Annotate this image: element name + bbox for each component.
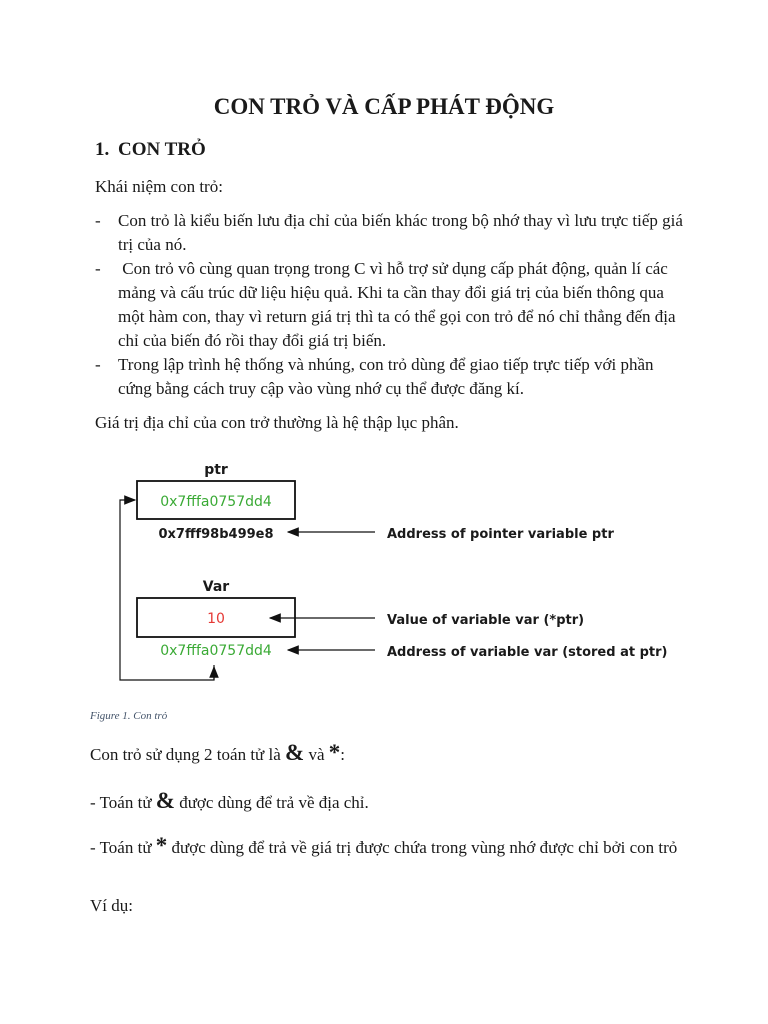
ampersand-description bbox=[90, 788, 369, 814]
ampersand-symbol: & bbox=[155, 788, 175, 813]
var-address-note: Address of variable var (stored at ptr) bbox=[387, 645, 668, 660]
op2-prefix: - Toán tử bbox=[90, 838, 156, 857]
asterisk-symbol: * bbox=[328, 740, 341, 765]
ampersand-symbol: & bbox=[285, 740, 305, 765]
operators-suffix: : bbox=[340, 745, 345, 764]
hex-note: Giá trị địa chỉ của con trở thường là hệ thập lục phân. bbox=[95, 413, 459, 432]
op1-text: được dùng để trả về địa chỉ. bbox=[174, 793, 369, 812]
example-label: Ví dụ: bbox=[90, 896, 133, 915]
list-item: - Con trỏ là kiểu biến lưu địa chỉ của biến khác trong bộ nhớ thay vì lưu trực tiếp giá trị của nó. bbox=[95, 211, 683, 254]
bullet-text: Con trỏ là kiểu biến lưu địa chỉ của biến khác trong bộ nhớ thay vì lưu trực tiếp giá trị của nó. bbox=[118, 211, 683, 254]
op1-prefix: - Toán tử bbox=[90, 793, 156, 812]
asterisk-symbol: * bbox=[155, 833, 168, 858]
page-title: CON TRỎ VÀ CẤP PHÁT ĐỘNG bbox=[213, 94, 555, 119]
section-label: CON TRỎ bbox=[118, 139, 206, 160]
figure-caption: Figure 1. Con trỏ bbox=[90, 710, 168, 722]
section-heading bbox=[95, 139, 206, 161]
operators-and: và bbox=[304, 745, 329, 764]
ptr-address-note: Address of pointer variable ptr bbox=[387, 527, 614, 542]
var-value: 10 bbox=[207, 611, 225, 627]
asterisk-description bbox=[90, 833, 690, 860]
bullet-text: Con trỏ vô cùng quan trọng trong C vì hỗ trợ sử dụng cấp phát động, quản lí các mảng và cấu trúc dữ liệu hiệu quả. Khi ta cần thay đổi giá trị của biến thông qua một hàm con, thay vì return giá trị thì ta có thể gọi con trỏ để nó chỉ thẳng đến địa chỉ của biến đó rồi thay đổi giá trị biến. bbox=[118, 259, 680, 350]
operators-prefix: Con trỏ sử dụng 2 toán tử là bbox=[90, 745, 286, 764]
operators-intro bbox=[90, 740, 345, 766]
list-item: - Trong lập trình hệ thống và nhúng, con trỏ dùng để giao tiếp trực tiếp với phần cứng bằng cách truy cập vào vùng nhớ cụ thể được đăng kí. bbox=[95, 355, 654, 398]
var-value-note: Value of variable var (*ptr) bbox=[387, 613, 585, 628]
ptr-address: 0x7fff98b499e8 bbox=[158, 527, 274, 542]
bullet-text: Trong lập trình hệ thống và nhúng, con trỏ dùng để giao tiếp trực tiếp với phần cứng bằng cách truy cập vào vùng nhớ cụ thể được đăng kí. bbox=[118, 355, 654, 398]
op2-text: được dùng để trả về giá trị được chứa trong vùng nhớ được chỉ bởi con trỏ bbox=[167, 838, 678, 857]
ptr-value: 0x7fffa0757dd4 bbox=[160, 494, 272, 510]
list-item: - Con trỏ vô cùng quan trọng trong C vì hỗ trợ sử dụng cấp phát động, quản lí các mảng và cấu trúc dữ liệu hiệu quả. Khi ta cần thay đổi giá trị của biến thông qua một hàm con, thay vì return giá trị thì ta có thể gọi con trỏ để nó chỉ thẳng đến địa chỉ của biến đó rồi thay đổi giá trị biến. bbox=[95, 259, 680, 350]
intro-text: Khái niệm con trỏ: bbox=[95, 177, 223, 196]
section-number: 1. bbox=[95, 139, 110, 160]
bullet-list bbox=[95, 209, 685, 401]
ptr-label: ptr bbox=[204, 462, 228, 478]
var-label: Var bbox=[202, 579, 230, 595]
pointer-diagram bbox=[110, 450, 690, 695]
var-address: 0x7fffa0757dd4 bbox=[160, 643, 272, 659]
